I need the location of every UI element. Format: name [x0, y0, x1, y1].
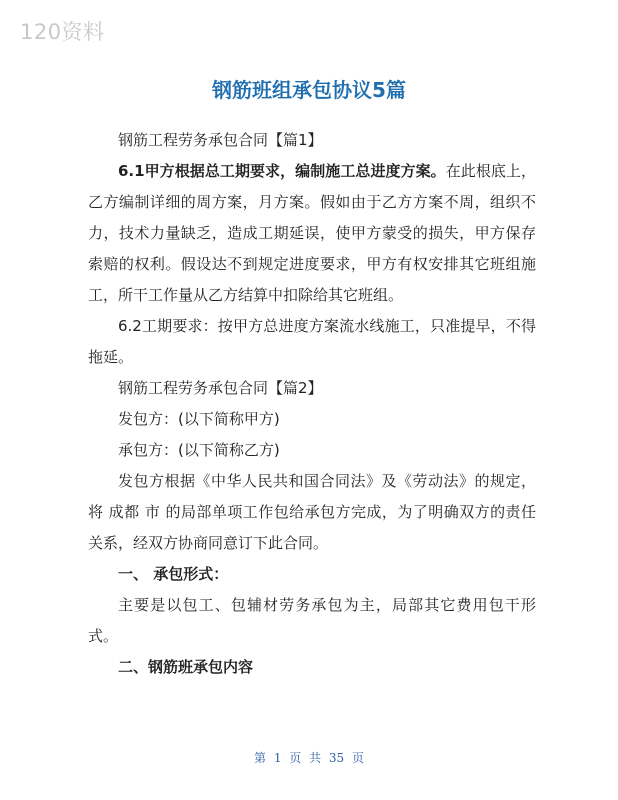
heading-contract-content: 二、钢筋班承包内容: [118, 658, 254, 676]
paragraph-6-1-bold-lead: 6.1甲方根据总工期要求，编制施工总进度方案。: [118, 162, 446, 180]
paragraph-preamble: 发包方根据《中华人民共和国合同法》及《劳动法》的规定，将 成都 市 的局部单项工作包给承包方完成，为了明确双方的责任关系，经双方协商同意订下此合同。: [88, 472, 536, 552]
paragraph-section-1-title: 钢筋工程劳务承包合同【篇1】: [118, 131, 323, 149]
paragraph-party-a: 发包方：(以下简称甲方): [118, 410, 280, 428]
paragraph-party-b: 承包方：(以下简称乙方): [118, 441, 280, 459]
watermark: 120资料: [20, 20, 105, 44]
heading-contract-form: 一、 承包形式：: [118, 565, 229, 583]
paragraph-6-2: 6.2工期要求：按甲方总进度方案流水线施工，只准提早，不得拖延。: [88, 317, 536, 366]
paragraph-6-1: [88, 156, 536, 311]
paragraph-contract-form: 主要是以包工、包辅材劳务承包为主，局部其它费用包干形式。: [88, 596, 536, 645]
document-title: 钢筋班组承包协议5篇: [212, 78, 406, 102]
document-body: [88, 125, 536, 683]
paragraph-section-2-title: 钢筋工程劳务承包合同【篇2】: [118, 379, 323, 397]
paragraph-6-1-text: 在此根底上，乙方编制详细的周方案，月方案。假如由于乙方方案不周，组织不力，技术力量缺乏，造成工期延误，使甲方蒙受的损失，甲方保存索赔的权利。假设达不到规定进度要求，甲方有权安排其它班组施工，所干工作量从乙方结算中扣除给其它班组。: [88, 162, 536, 304]
page-footer: 第 1 页 共 35 页: [254, 751, 364, 765]
